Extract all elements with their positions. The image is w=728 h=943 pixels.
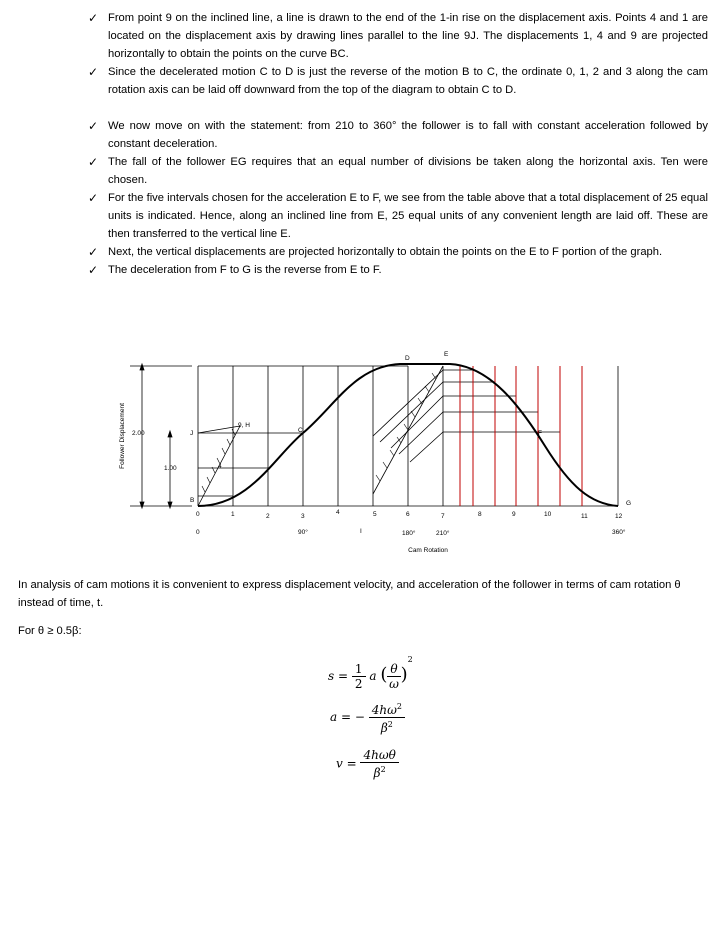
checkmark-icon: ✓ [88, 11, 99, 25]
label-F: F [538, 430, 542, 437]
x-tick-10: 10 [544, 511, 552, 518]
bullet-item: ✓ From point 9 on the inclined line, a line is drawn to the end of the 1-in rise on the displacement axis. Points 4 and 1 are located on the displacement axis by drawing lines parallel to the line 9J. The displacements 1, 4 and 9 are projected horizontally to obtain the points on the curve BC. [88, 11, 708, 60]
label-J: J [190, 430, 194, 437]
equation-a: a = − $\frac{4h\omega^2}{\beta^2}$ [330, 700, 405, 735]
checkmark-icon: ✓ [88, 263, 99, 277]
checkmark-icon: ✓ [88, 65, 99, 79]
hatch-marks [202, 373, 436, 492]
red-division-lines [460, 366, 582, 506]
bullet-list [88, 9, 708, 279]
checkmark-icon: ✓ [88, 155, 99, 169]
bullet-item: ✓ For the five intervals chosen for the acceleration E to F, we see from the table above that a total displacement of 25 equal units is indicated. Hence, along an inclined line from E, 25 equal units of any convenient length are laid off. These are then transferred to the vertical line E. [88, 191, 708, 240]
checkmark-icon: ✓ [88, 191, 99, 205]
x-tick-3: 3 [301, 513, 305, 520]
label-D: D [405, 355, 410, 362]
label-4: 4 [218, 463, 222, 470]
x-tick-2: 2 [266, 513, 270, 520]
x-angle-210: 210° [436, 530, 450, 537]
x-tick-6: 6 [406, 511, 410, 518]
label-9H: 9, H [238, 422, 250, 429]
bullet-item: ✓ The deceleration from F to G is the reverse from E to F. [88, 263, 382, 277]
paragraph-cam-analysis: In analysis of cam motions it is convenient to express displacement velocity, and acceleration of the follower in terms of cam rotation θ instead of time, t. [18, 579, 681, 609]
x-tick-7: 7 [441, 513, 445, 520]
label-E: E [444, 351, 449, 358]
bullet-item: ✓ The fall of the follower EG requires that an equal number of divisions be taken along the horizontal axis. Ten were chosen. [88, 155, 708, 186]
paragraph-condition: For θ ≥ 0.5β: [18, 625, 82, 637]
diagram-labels [119, 351, 631, 554]
label-G: G [626, 500, 632, 507]
x-tick-11: 11 [581, 513, 588, 520]
y-axis-arrows [140, 364, 172, 508]
bullet-item: ✓ Since the decelerated motion C to D is just the reverse of the motion B to C, the ordinate 0, 1, 2 and 3 along the cam rotation axis can be laid off downward from the top of the diagram to obtain C to D. [88, 65, 708, 96]
equation-v: v = $\frac{\text{4hωθ}}{\beta^2}$ [336, 748, 399, 780]
bullet-item: ✓ Next, the vertical displacements are projected horizontally to obtain the points on the E to F portion of the graph. [88, 245, 663, 259]
x-angle-180: 180° [402, 530, 416, 537]
x-angle-360: 360° [612, 529, 626, 536]
checkmark-icon: ✓ [88, 119, 99, 133]
x-angle-90: 90° [298, 529, 308, 536]
cam-displacement-diagram [110, 346, 640, 558]
x-tick-4: 4 [336, 509, 340, 516]
x-tick-9: 9 [512, 511, 516, 518]
grid-lines [130, 366, 618, 506]
bullet-item: ✓ We now move on with the statement: from 210 to 360° the follower is to fall with constant acceleration followed by constant deceleration. [88, 119, 708, 150]
x-angle-0: 0 [196, 529, 200, 536]
x-tick-8: 8 [478, 511, 482, 518]
label-B: B [190, 497, 195, 504]
x-tick-1: 1 [231, 511, 235, 518]
y-tick-1: 1.00 [164, 465, 177, 472]
label-C: C [298, 427, 303, 434]
y-axis-title: Follower Displacement [119, 403, 126, 469]
equation-s: s = $\frac{1}{2}$ a ( $\frac{\theta}{\omega}$ )$^2$ [328, 655, 413, 691]
x-tick-0: 0 [196, 511, 200, 518]
x-tick-12: 12 [615, 513, 623, 520]
x-axis-title: Cam Rotation [408, 547, 448, 554]
hatched-incline-lines [198, 366, 443, 506]
checkmark-icon: ✓ [88, 245, 99, 259]
x-tick-5: 5 [373, 511, 377, 518]
label-I: I [360, 528, 362, 535]
y-tick-2: 2.00 [132, 430, 145, 437]
